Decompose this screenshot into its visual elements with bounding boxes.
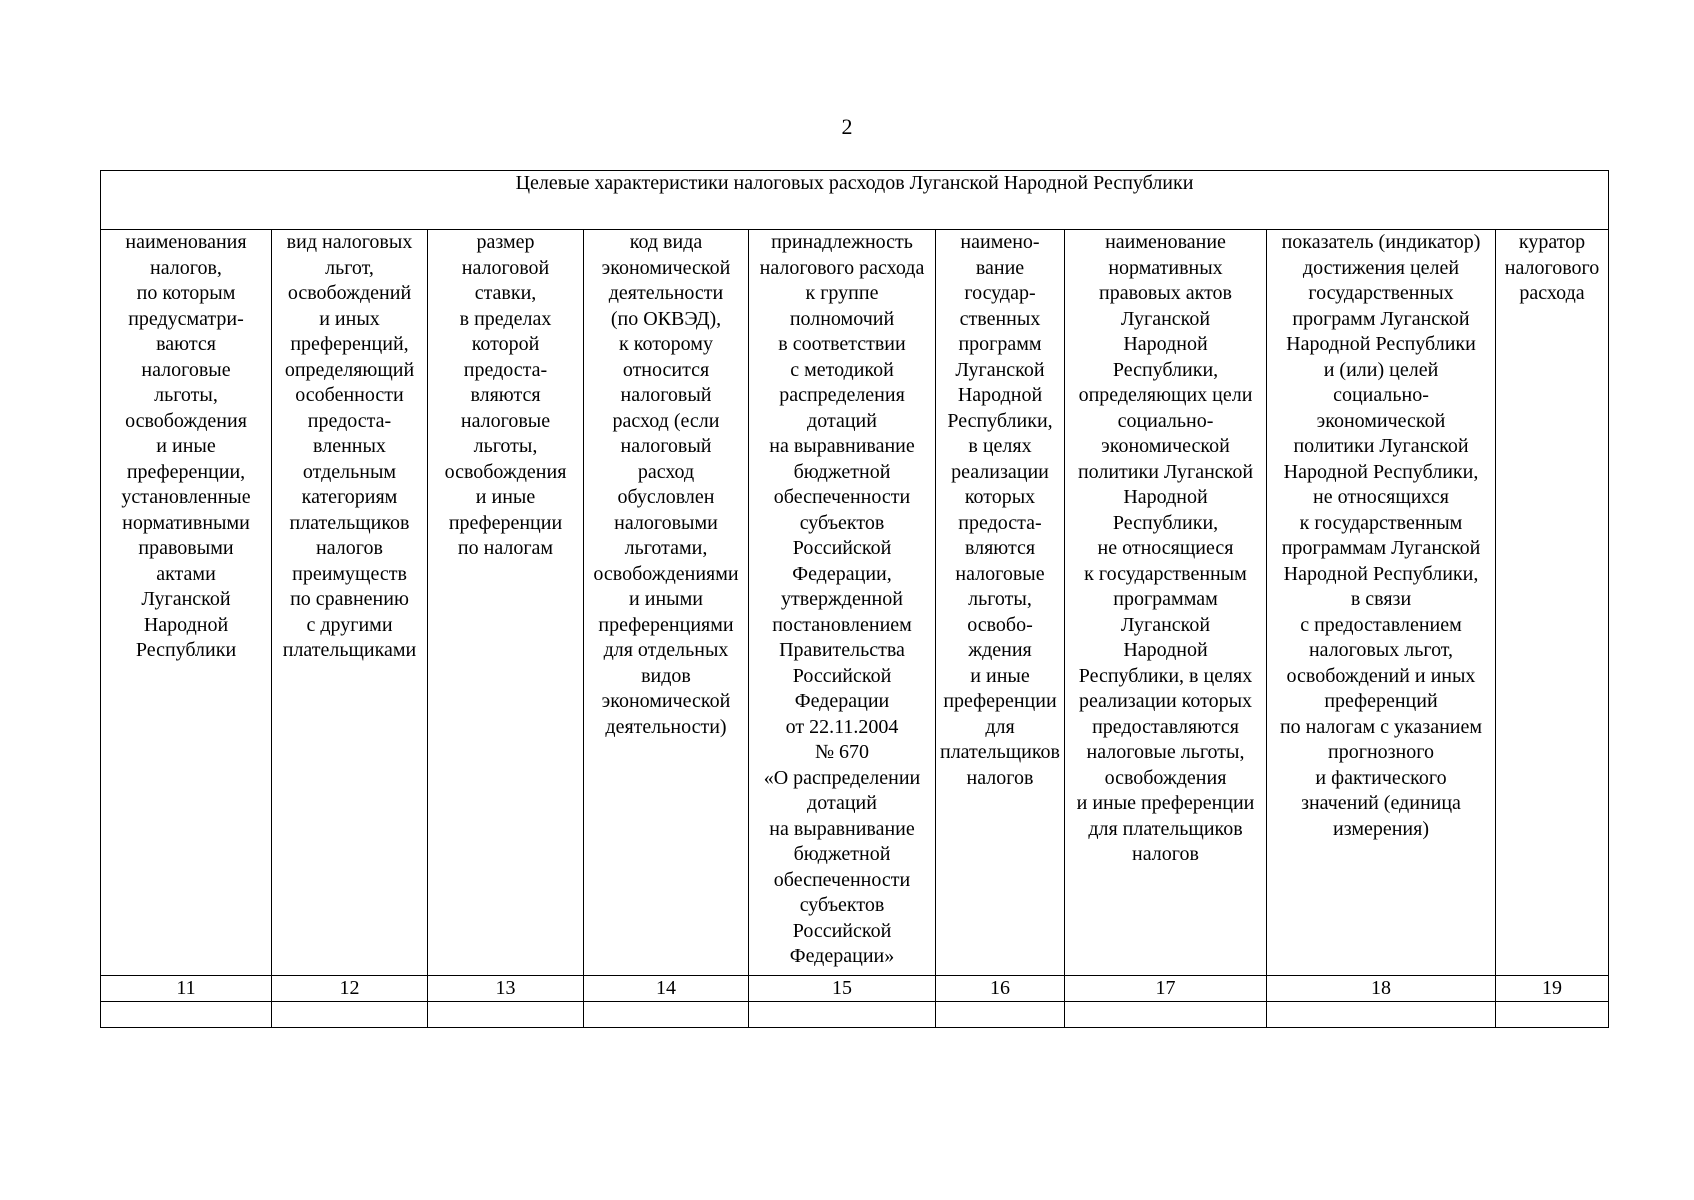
column-number: 15 [749,976,936,1002]
column-number: 18 [1267,976,1496,1002]
table-title-row [101,171,1609,230]
empty-cell [749,1002,936,1028]
header-cell-13 [428,230,584,976]
header-cell-15 [749,230,936,976]
column-number: 11 [101,976,272,1002]
header-cell-18 [1267,230,1496,976]
column-number: 13 [428,976,584,1002]
empty-cell [1065,1002,1267,1028]
header-cell-17 [1065,230,1267,976]
header-cell-16 [936,230,1065,976]
empty-cell [101,1002,272,1028]
empty-cell [1267,1002,1496,1028]
header-cell-11 [101,230,272,976]
header-cell-14 [584,230,749,976]
tax-expenditure-table [100,170,1609,1028]
header-text: наименование нормативных правовых актов Луганской Народной Республики, определяющих цели социально- экономической политики Луганской Народной Республики, не относящиеся к государственным программам Луганской Народной Республики, в целях реализации которых предоставляются налоговые льготы, освобождения и иные преференции для плательщиков налогов [1076,231,1255,865]
header-text: принадлежность налогового расхода к группе полномочий в соответствии с методикой распределения дотаций на выравнивание бюджетной обеспеченности субъектов Российской Федерации, утвержденной постановлением Правительства Российской Федерации от 22.11.2004 № 670 «О распределении дотаций на выравнивание бюджетной обеспеченности субъектов Российской Федерации» [759,231,925,967]
header-text: наименования налогов, по которым предусматри- ваются налоговые льготы, освобождения и иные преференции, установленные нормативными правовыми актами Луганской Народной Республики [121,231,251,661]
column-number: 19 [1496,976,1609,1002]
empty-cell [1496,1002,1609,1028]
table-title: Целевые характеристики налоговых расходов Луганской Народной Республики [101,171,1609,230]
empty-cell [428,1002,584,1028]
column-number: 12 [272,976,428,1002]
empty-cell [936,1002,1065,1028]
header-text: код вида экономической деятельности (по ОКВЭД), к которому относится налоговый расход (если налоговый расход обусловлен налоговыми льготами, освобождениями и иными преференциями для отдельных видов экономической деятельности) [593,231,739,738]
table-header-row [101,230,1609,976]
column-number: 17 [1065,976,1267,1002]
header-text: размер налоговой ставки, в пределах которой предоста- вляются налоговые льготы, освобождения и иные преференции по налогам [444,231,567,559]
column-number: 14 [584,976,749,1002]
header-text: куратор налогового расхода [1504,231,1600,304]
page-number: 2 [841,114,853,139]
empty-data-row [101,1002,1609,1028]
column-number: 16 [936,976,1065,1002]
header-text: наимено- вание государ- ственных программ Луганской Народной Республики, в целях реализации которых предоста- вляются налоговые льготы, освобо- ждения и иные преференции для плательщиков налогов [939,231,1060,789]
header-text: вид налоговых льгот, освобождений и иных преференций, определяющий особенности предоста- вленных отдельным категориям плательщиков налогов преимуществ по сравнению с другими плательщиками [282,231,417,661]
header-text: показатель (индикатор) достижения целей государственных программ Луганской Народной Республики и (или) целей социально- экономической политики Луганской Народной Республики, не относящихся к государственным программам Луганской Народной Республики, в связи с предоставлением налоговых льгот, освобождений и иных преференций по налогам с указанием прогнозного и фактического значений (единица измерения) [1279,231,1483,840]
empty-cell [584,1002,749,1028]
header-cell-19 [1496,230,1609,976]
empty-cell [272,1002,428,1028]
header-cell-12 [272,230,428,976]
column-number-row [101,976,1609,1002]
